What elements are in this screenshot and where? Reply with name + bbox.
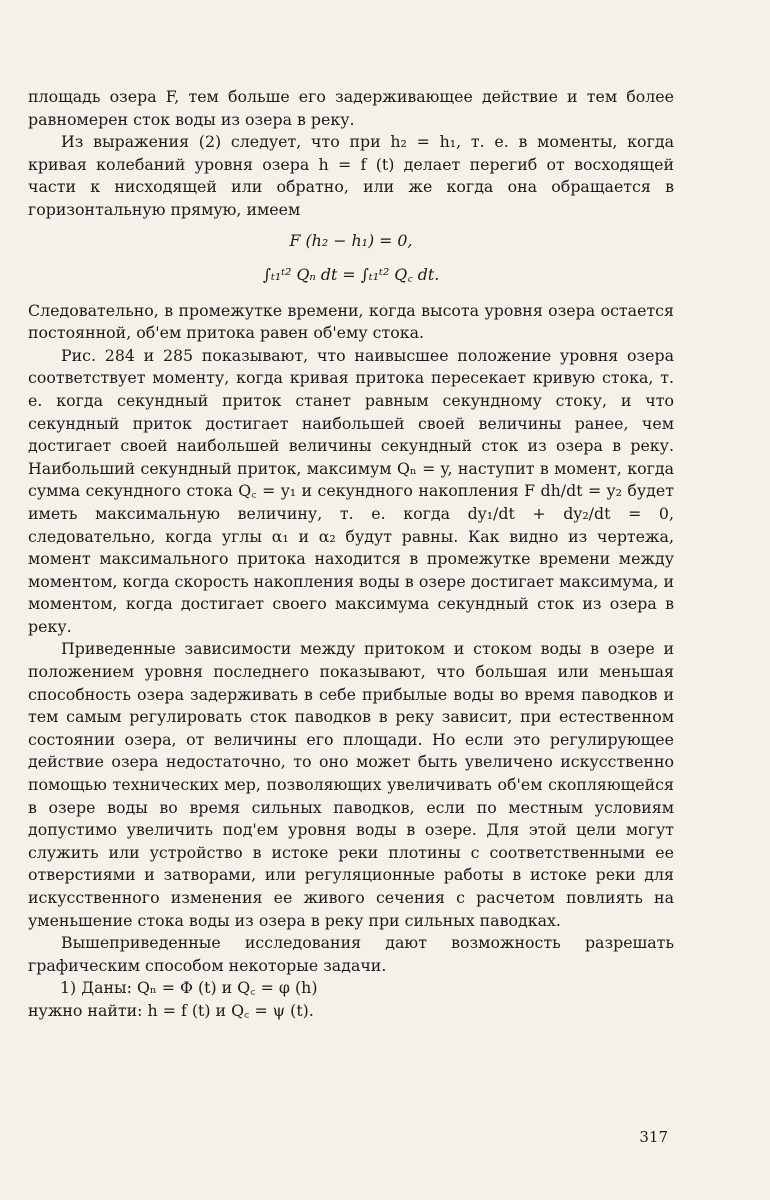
equation-block: [28, 224, 674, 292]
page-number: 317: [639, 1128, 668, 1146]
equation-1: F (h₂ − h₁) = 0,: [289, 230, 413, 250]
equation-2: ∫ₜ₁ᵗ² Qₙ dt = ∫ₜ₁ᵗ² Q꜀ dt.: [262, 264, 440, 284]
paragraph-6: Вышеприведенные исследования дают возможность разрешать графическим способом некоторые задачи.: [28, 933, 674, 975]
page-text: [28, 86, 674, 1023]
task-line-2: нужно найти: h = f (t) и Q꜀ = ψ (t).: [28, 1000, 314, 1020]
task-line-1: 1) Даны: Qₙ = Φ (t) и Q꜀ = φ (h): [60, 978, 318, 998]
paragraph-5: Приведенные зависимости между притоком и стоком воды в озере и положением уровня последнего показывают, что большая или меньшая способность озера задерживать в себе прибылые воды во время паводков и тем самым регулировать сток паводков в реку зависит, при естественном состоянии озера, от величины его площади. Но если это регулирующее действие озера недостаточно, то оно может быть увеличено искусственно помощью технических мер, позволяющих увеличивать об'ем скопляющейся в озере воды во время сильных паводков, если по местным условиям допустимо увеличить под'ем уровня воды в озере. Для этой цели могут служить или устройство в истоке реки плотины с соответственными ее отверстиями и затворами, или регуляционные работы в истоке реки для искусственного изменения ее живого сечения с расчетом повлиять на уменьшение стока воды из озера в реку при сильных паводках.: [28, 639, 674, 930]
paragraph-3: Следовательно, в промежутке времени, когда высота уровня озера остается постоянной, об'ем притока равен об'ему стока.: [28, 300, 674, 343]
task-list: [28, 977, 674, 1022]
paragraph-2: Из выражения (2) следует, что при h₂ = h₁, т. е. в моменты, когда кривая колебаний уровня озера h = f (t) делает перегиб от восходящей части к нисходящей или обратно, или же когда она обращается в горизонтальную прямую, имеем: [28, 132, 674, 219]
paragraph-4: Рис. 284 и 285 показывают, что наивысшее положение уровня озера соответствует моменту, когда кривая притока пересекает кривую стока, т. е. когда секундный приток станет равным секундному стоку, и что секундный приток достигает наибольшей своей величины ранее, чем достигает своей наибольшей величины секундный сток из озера в реку. Наибольший секундный приток, максимум Qₙ = y, наступит в момент, когда сумма секундного стока Q꜀ = y₁ и секундного накопления F dh/dt = y₂ будет иметь максимальную величину, т. е. когда dy₁/dt + dy₂/dt = 0, следовательно, когда углы α₁ и α₂ будут равны. Как видно из чертежа, момент максимального притока находится в промежутке времени между моментом, когда скорость накопления воды в озере достигает максимума, и моментом, когда достигает своего максимума секундный сток из озера в реку.: [28, 345, 674, 636]
paragraph-1: площадь озера F, тем больше его задерживающее действие и тем более равномерен сток воды из озера в реку.: [28, 87, 674, 129]
